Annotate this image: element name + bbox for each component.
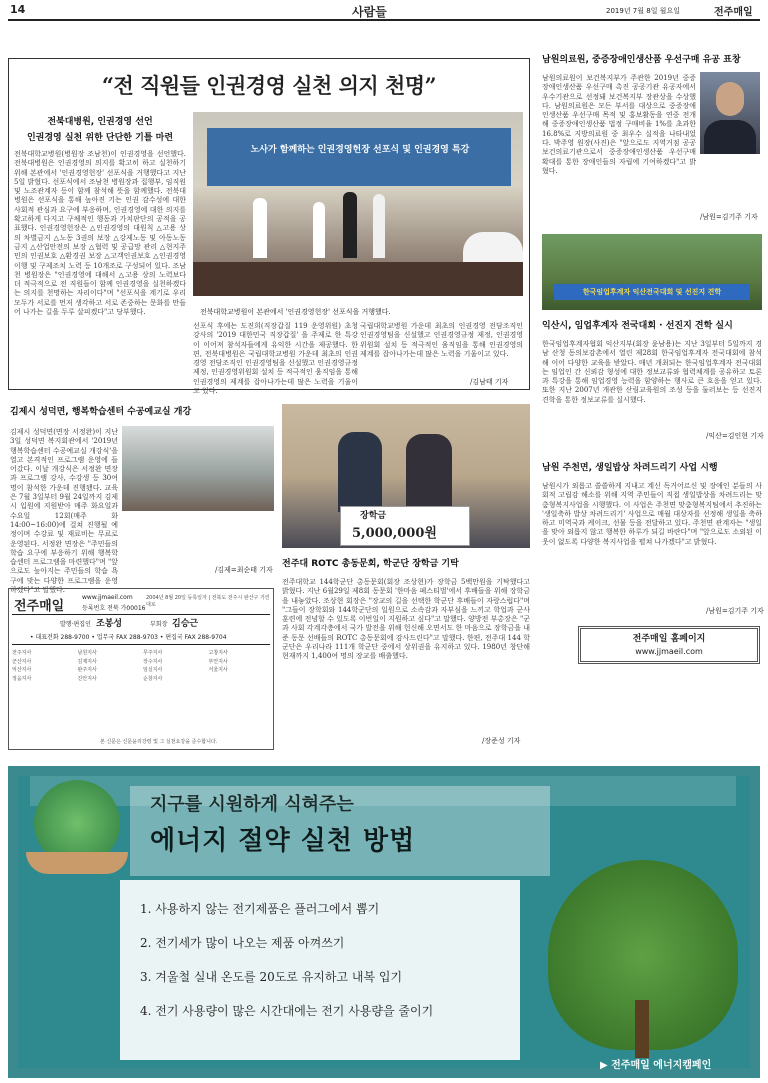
masthead-url: www.jjmaeil.com xyxy=(82,594,133,601)
masthead-phones: • 대표전화 288-9700 • 업무국 FAX 288-9703 • 편집국 FAX 288-9704 xyxy=(30,634,227,641)
bowl-byline: /남원=김기주 기자 xyxy=(706,607,764,615)
ad-headline-1: 지구를 시원하게 식혀주는 xyxy=(150,794,354,815)
kimje-body: 김제시 성덕면(면장 서정완)이 지난 3일 성덕면 복지회관에서 '2019년 행복학습센터 수공예교실 개강식'을 열고 본격적인 프로그램 운영에 들어갔다. 이날 개강식은 서정완 면장과 프로그램 강사, 수강생 등 30여 명이 참석한 가운데 진행됐다. 교육은 7월 3일부터 9월 24일까지 김제시 입원에 지원받아 매주 화요일과 수요일 12회(매주 화 14:00~16:00)에 걸쳐 진행될 예정이며 수강료 및 재료비는 무료로 운영된다. 서정완 면장은 "주민들의 학습 요구에 부응하기 위해 행복학습센터 프로그램을 마련했다"며 "앞으로도 높아지는 주민들의 학습 욕구에 맞는 다양한 프로그램을 운영하겠다"고 말했다. xyxy=(10,428,118,595)
main-photo-banner: 노사가 함께하는 인권경영헌장 선포식 및 인권경영 특강 xyxy=(250,145,470,155)
main-body-col3: 국립대학교병원 가운데 최초의 인권경영 전담조직인 인권경영팀을 신설했고 인권경영규정 제정, 인권경영위원회 설치 등 적극적인 움직임을 통해 인권경영의 제계를 잡아나가는데 많은 노력을 기울이고 있다. xyxy=(360,322,523,358)
rotc-body: 전주대학교 144학군단 총동문회(회장 조상현)가 장학금 5백만원을 기탁했다고 밝혔다. 지난 6월29일 제8회 동문회 '한마음 페스티벌'에서 후배들을 위해 장학금을 내놓았다. 조상현 회장은 "장교의 길을 선택한 학군단 후배들이 자랑스럽다"며 "그들이 장학회와 144학군단의 일원으로 소속감과 자부심을 느끼고 학업과 군사훈련에 전념할 수 있도록 이번일이 지원하고 싶다"고 말했다. 양방전 부총장은 "군과 사회 각계각층에서 국가 발전을 위해 헌신해 오면서도 한 마음으로 장학금을 내준 동문 선배들의 ROTC 총동문회에 감사드린다"고 말했다. 한편, 전주대 144 학군단은 우리나라 111개 학군단 중에서 상위권을 유지하고 있다. 1980년 창단해 현재까지 1,400여 명의 장교를 배출했다. xyxy=(282,578,530,661)
ad-item-3: 3. 겨울철 실내 온도를 20도로 유지하고 내복 입기 xyxy=(140,970,403,984)
deputy-label: 부회장 xyxy=(150,621,168,628)
ad-item-4: 4. 전기 사용량이 많은 시간대에는 전기 사용량을 줄이기 xyxy=(140,1004,434,1018)
check-label: 장학금 xyxy=(360,511,387,521)
rotc-byline: /장준성 기자 xyxy=(482,737,521,745)
bowl-body: 남원시가 외롭고 쓸쓸하게 지내고 계신 독거어르신 및 장애인 분들의 사회적 고립감 해소를 위해 지역 주민들이 직접 생일밥상을 차려드리는 맞춤형복지사업을 시행했다. 이 사업은 주천면 맞춤형복지팀에서 추진하는 '생일축하 밥상 차려드리기' 사업으로 매월 대상자를 선정해 생일을 축하하고 미역국과 케이크, 선물 등을 전달하고 있다. 주천면 관계자는 "생일을 맞아 외롭지 않고 행복한 하루가 되길 바란다"며 "앞으로도 소외된 이웃이 없도록 다양한 복지사업을 펼쳐 나가겠다"고 밝혔다. xyxy=(542,482,762,546)
publisher-label: 발행·편집인 xyxy=(60,621,91,628)
main-body-col1: 전북대학교병원(병원장 조남천)이 인권경영을 선언했다. 전북대병원은 인권경영의 의지를 확고히 하고 실천하기 위해 본관에서 '인권경영헌장' 선포식을 거행했다고 지난 5일 밝혔다. 선포식에서 조남천 병원장과 집행부, 임직원 및 노조관계자 등이 함께 참석해 뜻을 함께했다. 전북대병원은 선포식을 통해 높아진 기는 인권 감수성에 대한 사회적 관심과 요구에 부응하며, 인권경영에 대한 의지를 확고하게 다지고 구체적인 행동과 가치판단의 공적을 공표했다. 인권경영헌장은 △인권경영의 대원칙 △고용 상의 차별금지 △노동 3권의 보장 △강제노동 및 아동노동 금지 △산업안전의 보장 △협력 및 공급망 관리 △현지주민의 인권보호 △환경권 보장 △고객인권보호 △인권경영 이행 및 구제조치 노력 등 10개조로 구성되어 있다. 조남천 병원장은 "인권경영에 대해서 △고용 상의 노력보다 더 적극적으로 전 직원들이 함께 인권경영을 실천하겠다는 의지를 천명하는 자리이다"며 "선포식을 계기로 우리 모두가 서로를 먼저 생각하고 서로 존중하는 문화를 만들어 나가는 길을 두루 살피겠다"고 당부했다. xyxy=(14,150,186,317)
kimje-photo xyxy=(122,426,274,511)
iksan-body: 한국임업후계자협회 익산지부(회장 윤남용)는 지난 3일부터 5일까지 경남 산청 동의보감촌에서 열린 제28회 한국임업후계자 전국대회에 참석해 이어 다양한 교육을 받았다. 매년 개최되는 한국임업후계자 전국대회는 임업인 간 신뢰감 형성에 대한 정보교류와 협력체계를 공유하고 토론과 특강을 통해 임업경영 능력을 함양하는 행사로 큰 호응을 얻고 있다. 또한 지난 2007년 개관한 산림교육원의 조성 등을 둘러보는 등 선진지 견학을 통한 정보교류를 실시했다. xyxy=(542,340,762,404)
homepage-label: 전주매일 홈페이지 xyxy=(632,634,706,644)
main-body-col2: 선포식 후에는 도진희(직장갑질 119 운영위원) 초청 강사의 '2019 대한민국 직장갑질' 을 주제로 한 특강이 이어져 참석자들에게 유익한 시간을 제공했다. 한편, 전북대병원은 국립대학교병원 가운데 최초의 인권경영 전담조직인 인권경영팀을 신설했고 인권경영규정 제정, 인권경영위원회 설치 등 적극적인 움직임을 통해 인권경영의 제계를 잡아나가는데 많은 노력을 기울이고 있다. xyxy=(193,322,358,396)
homepage-url[interactable]: www.jjmaeil.com xyxy=(635,647,703,656)
iksan-title: 익산시, 임업후계자 전국대회 · 선진지 견학 실시 xyxy=(542,321,733,331)
branch-offices: 전주지사 군산지사 익산지사 정읍지사 남원지사 김제지사 완주지사 진안지사 무주지사 장수지사 임실지사 순창지사 고창지사 부안지사 서울지사 xyxy=(12,650,228,682)
namwon-portrait xyxy=(700,72,760,154)
main-title: “전 직원들 인권경영 실천 의지 천명” xyxy=(101,73,437,98)
check-amount: 5,000,000원 xyxy=(352,526,437,541)
main-byline: /김남태 기자 xyxy=(470,378,509,386)
deputy-name: 김승근 xyxy=(172,619,199,629)
masthead-footer: 본 신문은 신문윤리강령 및 그 실천요강을 준수합니다. xyxy=(100,739,218,745)
masthead-brand: 전주매일 xyxy=(14,599,65,614)
ad-item-1: 1. 사용하지 않는 전기제품은 플러그에서 뽑기 xyxy=(140,902,380,916)
main-photo xyxy=(193,112,523,296)
namwon-award-title: 남원의료원, 중증장애인생산품 우선구매 유공 표창 xyxy=(542,55,741,65)
ad-headline-2: 에너지 절약 실천 방법 xyxy=(150,826,416,856)
namwon-award-byline: /남원=김기주 기자 xyxy=(700,213,758,221)
rotc-photo xyxy=(282,404,530,548)
header-brand: 전주매일 xyxy=(714,7,753,18)
iksan-photo xyxy=(542,234,762,310)
publisher-name: 조봉성 xyxy=(96,619,123,629)
namwon-award-body: 남원의료원이 보건복지부가 주관한 2019년 중증장애인생산품 우선구매 촉진 공공기관 유공자에서 우수기관으로 선정돼 보건복지부 장관상을 수상했다. 남원의료원은 모든 부서를 대상으로 중증장애인생산품 우선구매 목적 및 홍보활동을 연중 전개해 중증장애인생산품 법정 구매비율 1%를 초과한 16.8%로 지방의료원 중 최우수 실적을 나타내었다. 박주영 원장(사진)은 "앞으로도 지역거점 공공보건의료기관으로서 중증장애인생산품 우선구매 확대를 통한 장애인들의 자립에 기여하겠다"고 밝혔다. xyxy=(542,74,696,175)
iksan-photo-banner: 한국임업후계자 익산전국대회 및 선진지 견학 xyxy=(582,288,722,296)
section-title: 사람들 xyxy=(352,5,387,19)
campaign-label: ▶ 전주매일 에너지캠페인 xyxy=(600,1060,712,1071)
issue-date: 2019년 7월 8일 월요일 xyxy=(606,7,680,15)
main-subtitle-1: 전북대병원, 인권경영 선언 xyxy=(47,117,153,127)
rotc-title: 전주대 ROTC 총동문회, 학군단 장학금 기탁 xyxy=(282,559,459,569)
header-rule xyxy=(8,19,760,21)
main-subtitle-2: 인권경영 실천 위한 단단한 기틀 마련 xyxy=(26,133,174,143)
iksan-byline: /익산=김인현 기자 xyxy=(706,432,764,440)
page-number: 14 xyxy=(10,3,26,16)
ad-item-2: 2. 전기세가 많이 나오는 제품 아껴쓰기 xyxy=(140,936,345,950)
hands-icon xyxy=(26,852,128,874)
masthead-small: 2004년 8월 20일 등록일자 | 전북도 전주시 완산구 기린대로 xyxy=(146,595,270,608)
masthead-reg: 등록번호 전북 가00016 xyxy=(82,605,146,612)
main-photo-caption: 전북대학교병원이 본관에서 '인권경영헌장' 선포식을 거행했다. xyxy=(200,308,391,316)
bowl-title: 남원 주천면, 생일밥상 차려드리기 사업 시행 xyxy=(542,463,718,473)
kimje-byline: /김제=최순태 기자 xyxy=(215,566,273,574)
kimje-title: 김제시 성덕면, 행복학습센터 수공예교실 개강 xyxy=(10,407,192,417)
